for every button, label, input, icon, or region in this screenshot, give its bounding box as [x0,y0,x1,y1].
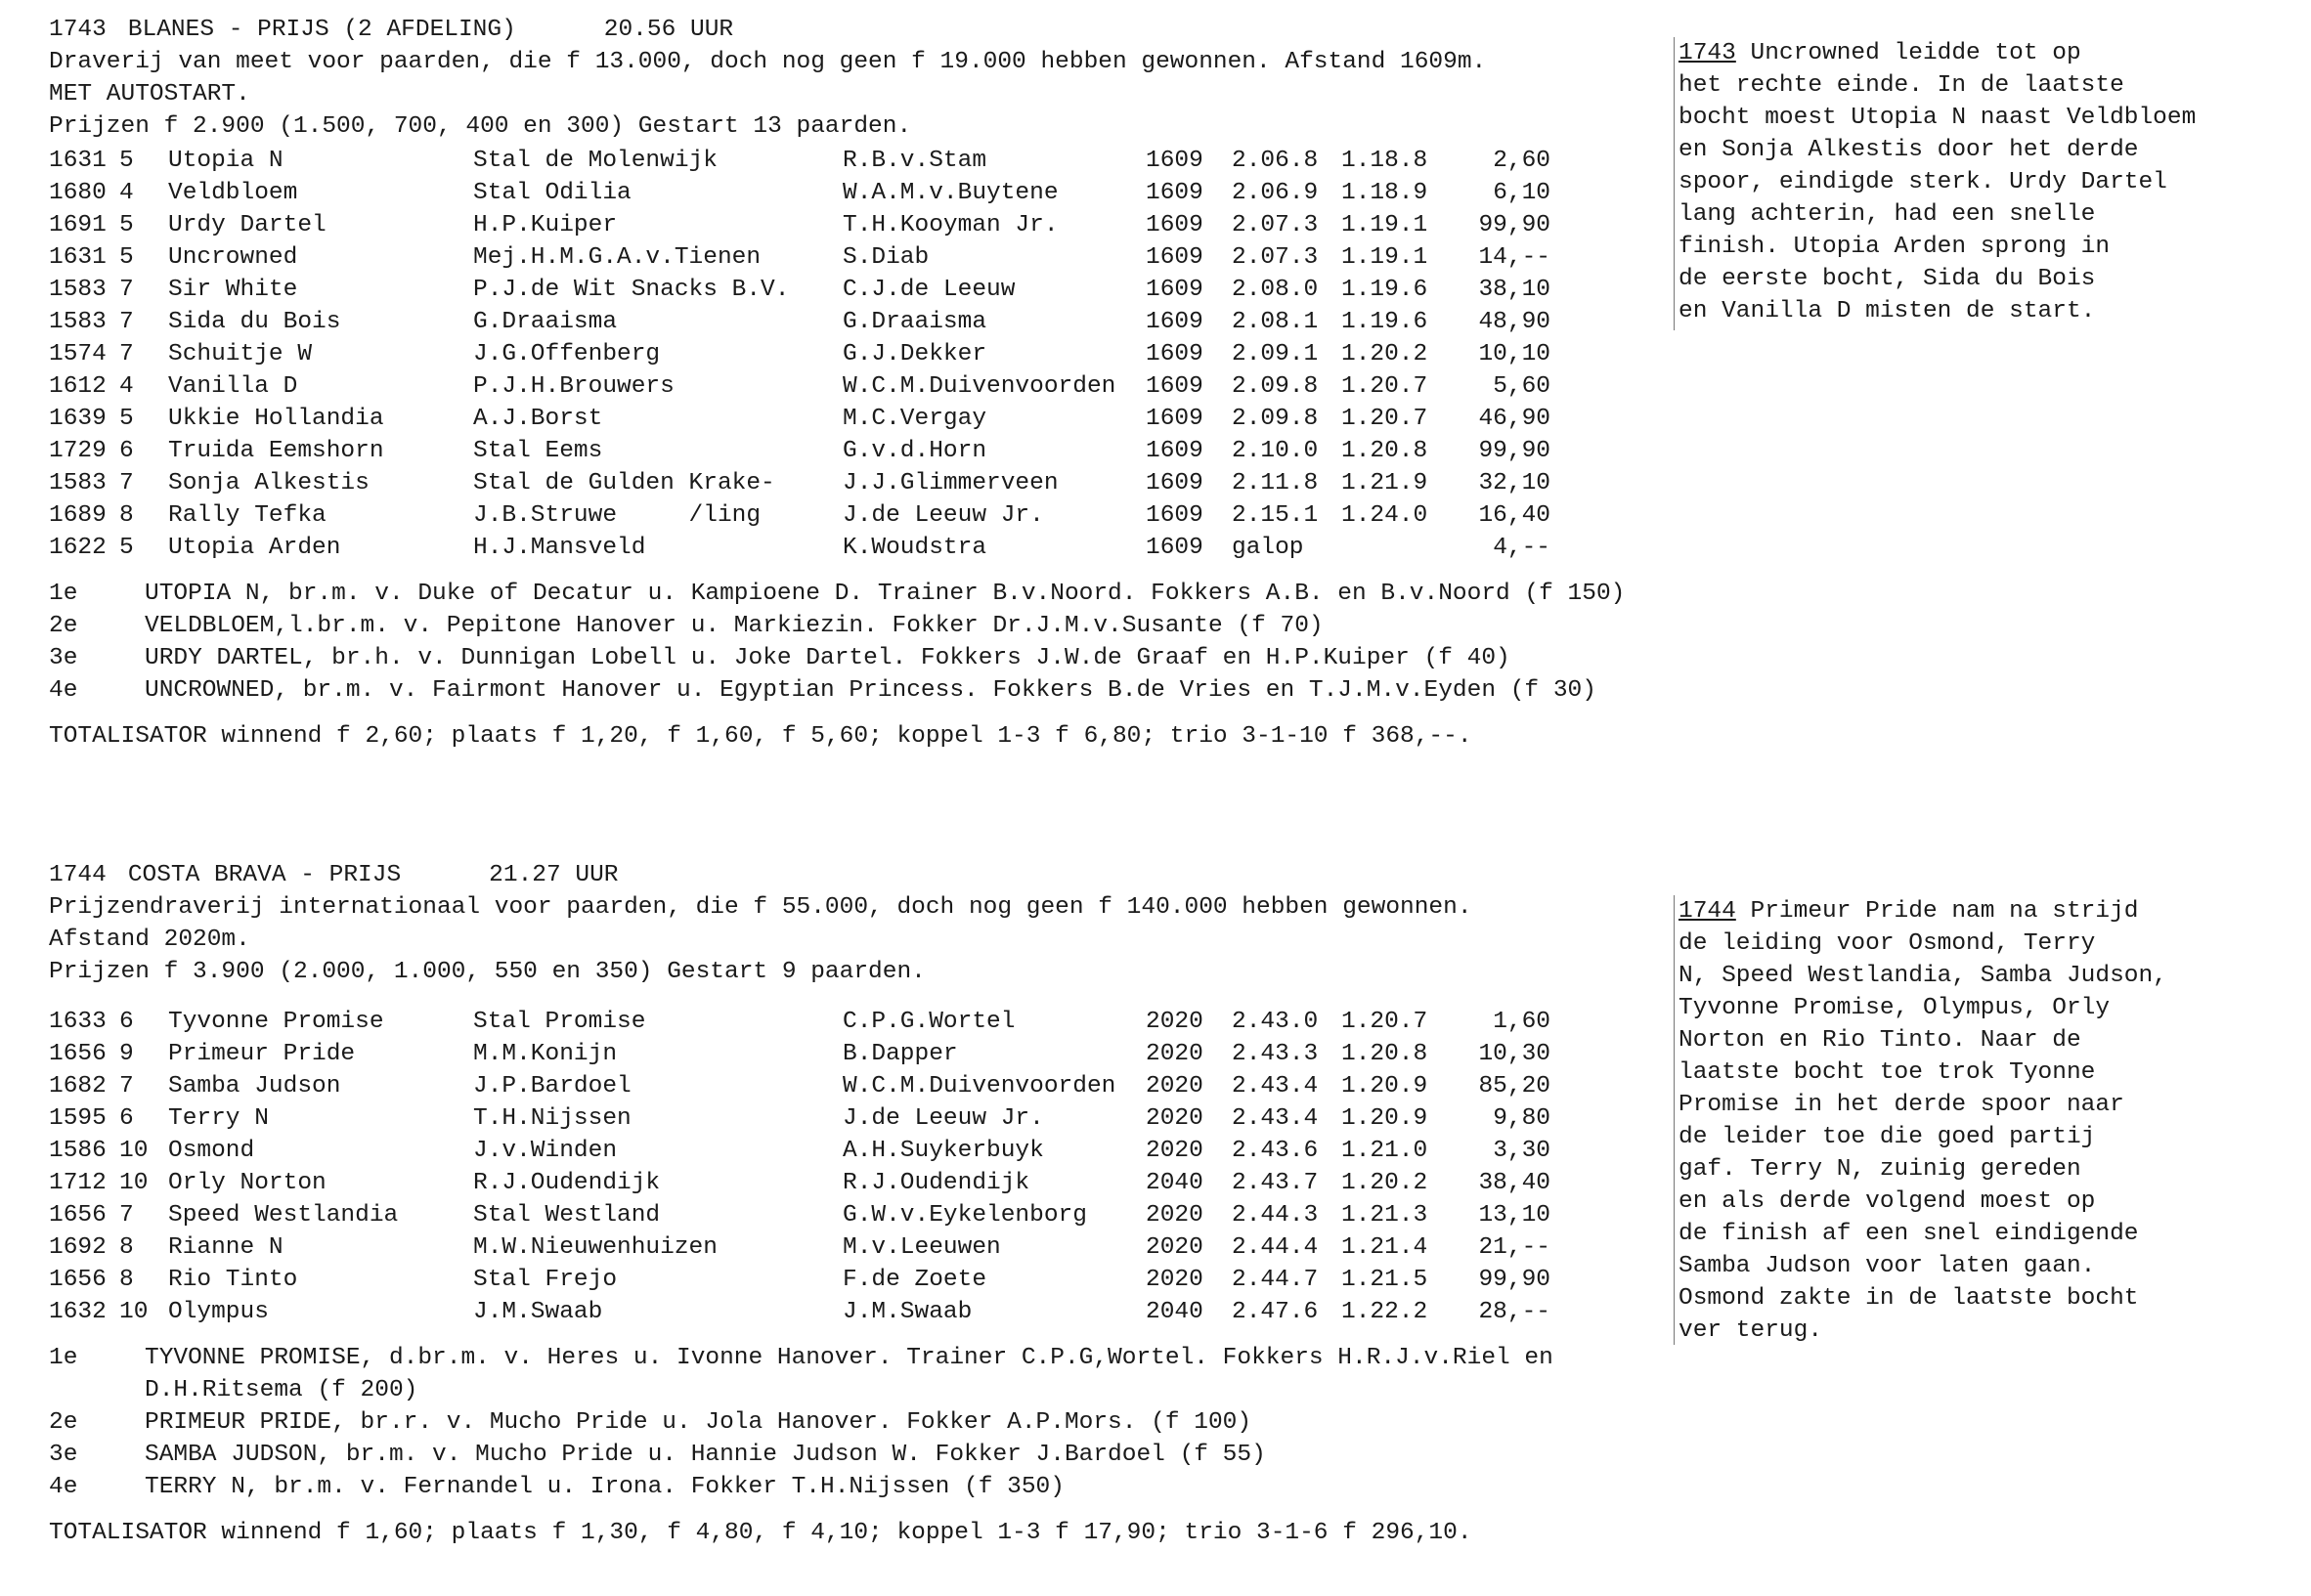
horse-name: Vanilla D [168,373,298,400]
odds: 13,10 [1478,1202,1550,1229]
distance: 1609 [1146,277,1203,303]
table-row [49,1038,1550,1070]
horse-name: Schuitje W [168,341,313,367]
race-start-type: MET AUTOSTART. [49,81,250,108]
race-1744 [49,859,1672,1549]
horse-name: Orly Norton [168,1170,327,1196]
driver-name: W.C.M.Duivenvoorden [843,373,1116,400]
horse-name: Speed Westlandia [168,1202,399,1229]
race-time-cell: 2.09.8 [1232,406,1319,432]
race-time-cell: 2.09.1 [1232,341,1319,367]
distance: 2020 [1146,1041,1203,1067]
race-time-cell: 2.11.8 [1232,470,1319,496]
comment-number: 1744 [1679,898,1736,925]
distance: 2020 [1146,1073,1203,1100]
horse-name: Utopia Arden [168,535,341,561]
table-row [49,1070,1550,1102]
start-number: 1586 [49,1138,107,1164]
km-time: 1.18.8 [1341,148,1428,174]
owner-name: J.P.Bardoel [473,1073,632,1100]
odds: 38,40 [1478,1170,1550,1196]
owner-name: J.v.Winden [473,1138,618,1164]
placing-row [49,1406,1672,1439]
placing-position: 1e [49,581,78,607]
driver-name: R.B.v.Stam [843,148,987,174]
horse-age: 10 [119,1138,149,1164]
start-number: 1656 [49,1041,107,1067]
horse-name: Rally Tefka [168,502,327,529]
placing-row [49,1342,1672,1406]
horse-age: 5 [119,535,134,561]
placing-description: URDY DARTEL, br.h. v. Dunnigan Lobell u. Joke Dartel. Fokkers J.W.de Graaf en H.P.Kuiper (f 40) [145,645,1510,671]
owner-name: Stal de Molenwijk [473,148,718,174]
race-time-cell: 2.08.0 [1232,277,1319,303]
km-time: 1.20.8 [1341,438,1428,464]
driver-name: G.Draaisma [843,309,987,335]
distance: 2020 [1146,1138,1203,1164]
horse-age: 7 [119,1202,134,1229]
table-row [49,1231,1550,1264]
start-number: 1622 [49,535,107,561]
start-number: 1680 [49,180,107,206]
race-1743 [49,14,1672,753]
table-row [49,532,1550,564]
horse-age: 5 [119,244,134,271]
driver-name: F.de Zoete [843,1267,987,1293]
placing-position: 3e [49,645,78,671]
owner-name: T.H.Nijssen [473,1105,632,1132]
owner-name: Stal Frejo [473,1267,618,1293]
start-number: 1631 [49,148,107,174]
table-row [49,1264,1550,1296]
odds: 5,60 [1493,373,1550,400]
start-number: 1682 [49,1073,107,1100]
race-time-cell: galop [1232,535,1304,561]
horse-age: 10 [119,1170,149,1196]
driver-name: M.v.Leeuwen [843,1234,1001,1261]
odds: 99,90 [1478,212,1550,238]
owner-name: J.B.Struwe /ling [473,502,762,529]
placing-row [49,1471,1672,1503]
owner-name: Stal Westland [473,1202,661,1229]
distance: 2020 [1146,1009,1203,1035]
odds: 14,-- [1478,244,1550,271]
table-row [49,177,1550,209]
odds: 21,-- [1478,1234,1550,1261]
start-number: 1689 [49,502,107,529]
driver-name: C.J.de Leeuw [843,277,1016,303]
horse-age: 5 [119,212,134,238]
driver-name: W.C.M.Duivenvoorden [843,1073,1116,1100]
km-time: 1.19.1 [1341,212,1428,238]
table-row [49,370,1550,403]
start-number: 1656 [49,1267,107,1293]
race-header [49,859,1672,891]
placing-description: TYVONNE PROMISE, d.br.m. v. Heres u. Ivonne Hanover. Trainer C.P.G,Wortel. Fokkers H.R.J.v.Riel en D.H.Ritsema (f 200) [145,1345,1568,1403]
owner-name: R.J.Oudendijk [473,1170,661,1196]
table-row [49,1102,1550,1135]
start-number: 1729 [49,438,107,464]
table-row [49,1135,1550,1167]
table-row [49,435,1550,467]
race-name: BLANES - PRIJS (2 AFDELING) [127,17,516,43]
totalisator: TOTALISATOR winnend f 2,60; plaats f 1,20, f 1,60, f 5,60; koppel 1-3 f 6,80; trio 3-1-10 f 368,--. [49,723,1472,750]
placing-position: 3e [49,1442,78,1468]
owner-name: H.P.Kuiper [473,212,618,238]
driver-name: J.M.Swaab [843,1299,973,1325]
distance: 1609 [1146,180,1203,206]
race-start-type: Afstand 2020m. [49,927,250,953]
race-time-cell: 2.43.4 [1232,1073,1319,1100]
distance: 1609 [1146,244,1203,271]
start-number: 1691 [49,212,107,238]
race-time-cell: 2.43.6 [1232,1138,1319,1164]
race-time-cell: 2.07.3 [1232,212,1319,238]
horse-name: Ukkie Hollandia [168,406,384,432]
horse-age: 7 [119,309,134,335]
table-row [49,1199,1550,1231]
distance: 2020 [1146,1105,1203,1132]
distance: 2020 [1146,1202,1203,1229]
horse-age: 8 [119,502,134,529]
placing-position: 2e [49,1409,78,1436]
race-prizes: Prijzen f 3.900 (2.000, 1.000, 550 en 350) Gestart 9 paarden. [49,959,926,985]
odds: 2,60 [1493,148,1550,174]
start-number: 1633 [49,1009,107,1035]
placing-position: 4e [49,1474,78,1500]
odds: 16,40 [1478,502,1550,529]
start-number: 1583 [49,309,107,335]
odds: 32,10 [1478,470,1550,496]
odds: 99,90 [1478,1267,1550,1293]
odds: 99,90 [1478,438,1550,464]
table-row [49,403,1550,435]
placing-position: 4e [49,677,78,704]
table-row [49,209,1550,241]
results-table [49,1006,1550,1328]
distance: 1609 [1146,502,1203,529]
owner-name: Stal Promise [473,1009,646,1035]
km-time: 1.21.0 [1341,1138,1428,1164]
horse-age: 8 [119,1234,134,1261]
km-time: 1.19.1 [1341,244,1428,271]
race-time-cell: 2.06.9 [1232,180,1319,206]
odds: 6,10 [1493,180,1550,206]
horse-name: Uncrowned [168,244,298,271]
horse-name: Sonja Alkestis [168,470,370,496]
odds: 9,80 [1493,1105,1550,1132]
race-time-cell: 2.43.7 [1232,1170,1319,1196]
horse-age: 6 [119,438,134,464]
start-number: 1632 [49,1299,107,1325]
driver-name: R.J.Oudendijk [843,1170,1030,1196]
horse-name: Utopia N [168,148,283,174]
horse-name: Sida du Bois [168,309,341,335]
placing-description: VELDBLOEM,l.br.m. v. Pepitone Hanover u. Markiezin. Fokker Dr.J.M.v.Susante (f 70) [145,613,1324,639]
driver-name: W.A.M.v.Buytene [843,180,1059,206]
table-row [49,1006,1550,1038]
owner-name: M.M.Konijn [473,1041,618,1067]
race-conditions: Prijzendraverij internationaal voor paarden, die f 55.000, doch nog geen f 140.000 hebben gewonnen. [49,894,1472,921]
distance: 1609 [1146,148,1203,174]
horse-name: Veldbloem [168,180,298,206]
race-name: COSTA BRAVA - PRIJS [127,862,402,888]
km-time: 1.20.7 [1341,373,1428,400]
odds: 4,-- [1493,535,1550,561]
start-number: 1595 [49,1105,107,1132]
race-comment-1743 [1674,37,2265,330]
distance: 1609 [1146,373,1203,400]
results-table-body [49,1006,1550,1328]
km-time: 1.19.6 [1341,309,1428,335]
owner-name: M.W.Nieuwenhuizen [473,1234,718,1261]
owner-name: P.J.H.Brouwers [473,373,675,400]
table-row [49,274,1550,306]
placing-description: TERRY N, br.m. v. Fernandel u. Irona. Fokker T.H.Nijssen (f 350) [145,1474,1065,1500]
owner-name: Mej.H.M.G.A.v.Tienen [473,244,762,271]
table-row [49,1296,1550,1328]
odds: 38,10 [1478,277,1550,303]
driver-name: J.J.Glimmerveen [843,470,1059,496]
race-time-cell: 2.47.6 [1232,1299,1319,1325]
comment-text: Primeur Pride nam na strijd de leiding voor Osmond, Terry N, Speed Westlandia, Samba Judson, Tyvonne Promise, Olympus, Orly Norton en Rio Tinto. Naar de laatste bocht toe trok Tyonne Promise in het derde spoor naar de leider toe die goed partij gaf. Terry N, zuinig gereden en als derde volgend moest op de finish af een snel eindigende Samba Judson voor laten gaan. Osmond zakte in de laatste bocht ver terug. [1679,898,2167,1344]
horse-name: Terry N [168,1105,269,1132]
race-time-cell: 2.08.1 [1232,309,1319,335]
horse-name: Olympus [168,1299,269,1325]
race-time-cell: 2.15.1 [1232,502,1319,529]
horse-age: 7 [119,277,134,303]
horse-age: 4 [119,180,134,206]
placing-position: 2e [49,613,78,639]
race-time-cell: 2.10.0 [1232,438,1319,464]
table-row [49,467,1550,499]
horse-age: 7 [119,1073,134,1100]
km-time: 1.24.0 [1341,502,1428,529]
horse-age: 7 [119,341,134,367]
distance: 1609 [1146,309,1203,335]
race-comment-1744 [1674,895,2265,1345]
race-number: 1743 [49,17,107,43]
placing-description: SAMBA JUDSON, br.m. v. Mucho Pride u. Hannie Judson W. Fokker J.Bardoel (f 55) [145,1442,1266,1468]
horse-age: 8 [119,1267,134,1293]
odds: 28,-- [1478,1299,1550,1325]
owner-name: A.J.Borst [473,406,603,432]
start-number: 1631 [49,244,107,271]
placing-row [49,1439,1672,1471]
odds: 10,10 [1478,341,1550,367]
km-time: 1.20.2 [1341,1170,1428,1196]
race-time-cell: 2.44.7 [1232,1267,1319,1293]
horse-age: 4 [119,373,134,400]
placing-description: UTOPIA N, br.m. v. Duke of Decatur u. Kampioene D. Trainer B.v.Noord. Fokkers A.B. en B.v.Noord (f 150) [145,581,1626,607]
distance: 1609 [1146,535,1203,561]
km-time [1341,532,1457,564]
table-row [49,145,1550,177]
table-row [49,241,1550,274]
horse-age: 7 [119,470,134,496]
horse-name: Rianne N [168,1234,283,1261]
driver-name: J.de Leeuw Jr. [843,1105,1044,1132]
distance: 2020 [1146,1234,1203,1261]
horse-name: Primeur Pride [168,1041,356,1067]
km-time: 1.19.6 [1341,277,1428,303]
distance: 1609 [1146,341,1203,367]
distance: 2020 [1146,1267,1203,1293]
driver-name: S.Diab [843,244,930,271]
race-prizes: Prijzen f 2.900 (1.500, 700, 400 en 300) Gestart 13 paarden. [49,113,912,140]
horse-age: 5 [119,148,134,174]
odds: 10,30 [1478,1041,1550,1067]
horse-name: Truida Eemshorn [168,438,384,464]
horse-name: Sir White [168,277,298,303]
placing-row [49,642,1672,674]
horse-age: 6 [119,1105,134,1132]
placing-row [49,578,1672,610]
race-time: 21.27 UUR [489,862,619,888]
distance: 2040 [1146,1299,1203,1325]
driver-name: G.v.d.Horn [843,438,987,464]
owner-name: G.Draaisma [473,309,618,335]
horse-name: Urdy Dartel [168,212,327,238]
km-time: 1.21.9 [1341,470,1428,496]
km-time: 1.20.9 [1341,1105,1428,1132]
table-row [49,338,1550,370]
placing-description: UNCROWNED, br.m. v. Fairmont Hanover u. Egyptian Princess. Fokkers B.de Vries en T.J.M.v.Eyden (f 30) [145,677,1596,704]
km-time: 1.22.2 [1341,1299,1428,1325]
odds: 46,90 [1478,406,1550,432]
race-time: 20.56 UUR [603,17,734,43]
odds: 3,30 [1493,1138,1550,1164]
driver-name: G.J.Dekker [843,341,987,367]
placing-row [49,674,1672,707]
km-time: 1.20.7 [1341,1009,1428,1035]
table-row [49,306,1550,338]
race-header [49,14,1672,46]
distance: 1609 [1146,212,1203,238]
race-conditions: Draverij van meet voor paarden, die f 13.000, doch nog geen f 19.000 hebben gewonnen. Afstand 1609m. [49,49,1487,75]
start-number: 1656 [49,1202,107,1229]
race-time-cell: 2.06.8 [1232,148,1319,174]
placing-position: 1e [49,1345,78,1371]
horse-age: 9 [119,1041,134,1067]
driver-name: C.P.G.Wortel [843,1009,1016,1035]
distance: 1609 [1146,470,1203,496]
placing-row [49,610,1672,642]
start-number: 1583 [49,277,107,303]
horse-name: Rio Tinto [168,1267,298,1293]
owner-name: J.M.Swaab [473,1299,603,1325]
race-time-cell: 2.43.0 [1232,1009,1319,1035]
results-table [49,145,1550,564]
horse-name: Samba Judson [168,1073,341,1100]
driver-name: K.Woudstra [843,535,987,561]
owner-name: Stal de Gulden Krake- [473,470,775,496]
owner-name: P.J.de Wit Snacks B.V. [473,277,790,303]
totalisator: TOTALISATOR winnend f 1,60; plaats f 1,30, f 4,80, f 4,10; koppel 1-3 f 17,90; trio 3-1-6 f 296,10. [49,1520,1472,1546]
placings-list [49,1342,1672,1503]
table-row [49,499,1550,532]
race-time-cell: 2.44.4 [1232,1234,1319,1261]
race-number: 1744 [49,862,107,888]
owner-name: H.J.Mansveld [473,535,646,561]
driver-name: G.W.v.Eykelenborg [843,1202,1087,1229]
results-table-body [49,145,1550,564]
race-time-cell: 2.43.3 [1232,1041,1319,1067]
comment-number: 1743 [1679,40,1736,66]
start-number: 1639 [49,406,107,432]
race-time-cell: 2.07.3 [1232,244,1319,271]
driver-name: B.Dapper [843,1041,958,1067]
horse-name: Osmond [168,1138,255,1164]
km-time: 1.20.2 [1341,341,1428,367]
driver-name: J.de Leeuw Jr. [843,502,1044,529]
distance: 1609 [1146,406,1203,432]
km-time: 1.18.9 [1341,180,1428,206]
distance: 2040 [1146,1170,1203,1196]
driver-name: T.H.Kooyman Jr. [843,212,1059,238]
placing-description: PRIMEUR PRIDE, br.r. v. Mucho Pride u. Jola Hanover. Fokker A.P.Mors. (f 100) [145,1409,1252,1436]
horse-age: 6 [119,1009,134,1035]
horse-name: Tyvonne Promise [168,1009,384,1035]
horse-age: 5 [119,406,134,432]
km-time: 1.21.4 [1341,1234,1428,1261]
odds: 1,60 [1493,1009,1550,1035]
km-time: 1.20.8 [1341,1041,1428,1067]
start-number: 1574 [49,341,107,367]
owner-name: Stal Eems [473,438,603,464]
table-row [49,1167,1550,1199]
start-number: 1712 [49,1170,107,1196]
start-number: 1612 [49,373,107,400]
driver-name: M.C.Vergay [843,406,987,432]
km-time: 1.21.5 [1341,1267,1428,1293]
race-time-cell: 2.09.8 [1232,373,1319,400]
race-time-cell: 2.44.3 [1232,1202,1319,1229]
odds: 85,20 [1478,1073,1550,1100]
km-time: 1.21.3 [1341,1202,1428,1229]
owner-name: Stal Odilia [473,180,632,206]
horse-age: 10 [119,1299,149,1325]
owner-name: J.G.Offenberg [473,341,661,367]
placings-list [49,578,1672,707]
start-number: 1583 [49,470,107,496]
distance: 1609 [1146,438,1203,464]
odds: 48,90 [1478,309,1550,335]
race-time-cell: 2.43.4 [1232,1105,1319,1132]
km-time: 1.20.7 [1341,406,1428,432]
km-time: 1.20.9 [1341,1073,1428,1100]
comment-text: Uncrowned leidde tot op het rechte einde. In de laatste bocht moest Utopia N naast Veldbloem en Sonja Alkestis door het derde spoor, eindigde sterk. Urdy Dartel lang achterin, had een snelle finish. Utopia Arden sprong in de eerste bocht, Sida du Bois en Vanilla D misten de start. [1679,40,2197,324]
driver-name: A.H.Suykerbuyk [843,1138,1044,1164]
start-number: 1692 [49,1234,107,1261]
